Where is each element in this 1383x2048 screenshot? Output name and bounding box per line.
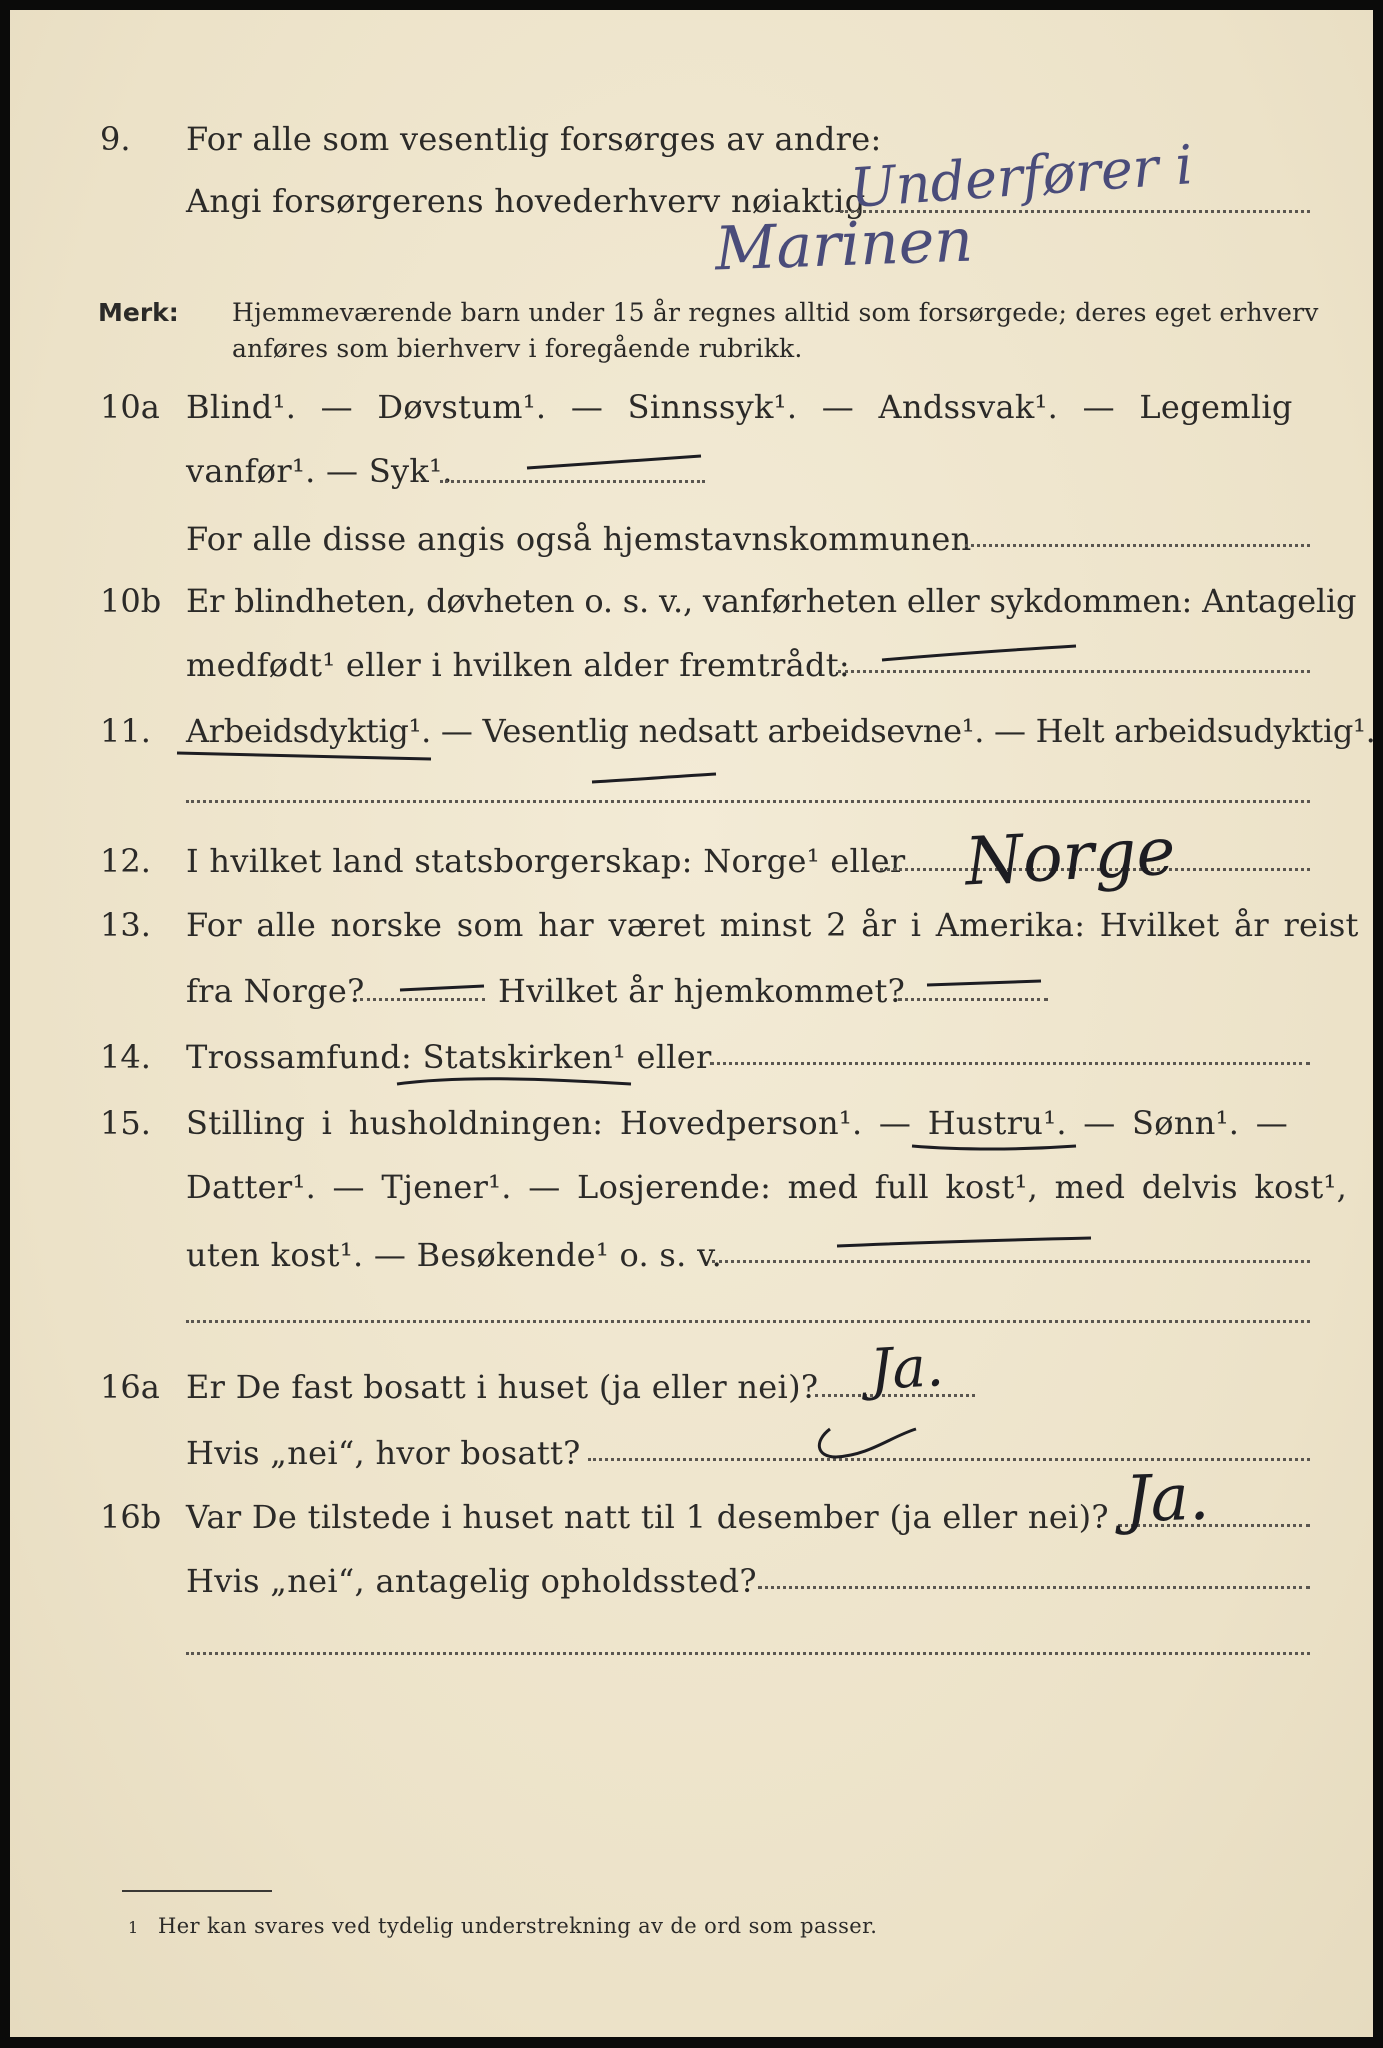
q15-line2: Datter¹. — Tjener¹. — Losjerende: med full kost¹, med delvis kost¹, [186,1168,1348,1206]
q15-extra-line[interactable] [186,1320,1310,1323]
q16a-line1: Er De fast bosatt i huset (ja eller nei)? [186,1368,819,1406]
note-label: Merk: [98,298,179,327]
q9-line2: Angi forsørgerens hovederhverv nøiaktig [186,182,866,220]
q16b-number: 16b [100,1498,162,1536]
q14-number: 14. [100,1038,151,1076]
q16a-line2: Hvis „nei“, hvor bosatt? [186,1434,581,1472]
q10a-number: 10a [100,388,160,426]
census-form-page [10,10,1376,2037]
q15-handwritten-underline [910,1136,1080,1156]
q11-line1: Arbeidsdyktig¹. — Vesentlig nedsatt arbeidsevne¹. — Helt arbeidsudyktig¹. [186,712,1376,750]
q12-answer-handwriting: Norge [963,812,1178,901]
q14-handwritten-underline [395,1070,635,1092]
q13-line1: For alle norske som har været minst 2 år i Amerika: Hvilket år reist [186,906,1359,944]
q16b-extra-line[interactable] [186,1652,1310,1655]
footnote-text: Her kan svares ved tydelig understrekning av de ord som passer. [158,1914,878,1938]
q15-line3: uten kost¹. — Besøkende¹ o. s. v. [186,1236,723,1274]
q10b-dash-stroke [880,642,1080,666]
q10a-line1: Blind¹. — Døvstum¹. — Sinnssyk¹. — Andssvak¹. — Legemlig [186,388,1293,426]
note-line1: Hjemmeværende barn under 15 år regnes alltid som forsørgede; deres eget erhverv [232,298,1319,327]
q9-number: 9. [100,120,131,158]
q15-line1: Stilling i husholdningen: Hovedperson¹. — Hustru¹. — Sønn¹. — [186,1104,1289,1142]
q13-line2b: Hvilket år hjemkommet? [498,972,906,1010]
note-line2: anføres som bierhverv i foregående rubrikk. [232,334,803,363]
q15-dash-stroke [835,1232,1095,1252]
q10a-line2: vanfør¹. — Syk¹. [186,452,453,490]
q10a-dash-stroke [525,450,705,480]
q9-line1: For alle som vesentlig forsørges av andre: [186,120,882,158]
q13-line2a: fra Norge? [186,972,365,1010]
q13-hjemkommet-line[interactable] [898,998,1048,1001]
q9-answer-handwriting-1: Underfører i [848,133,1195,220]
q10a-answer-line[interactable] [440,480,705,483]
q16b-answer-handwriting: Ja. [1123,1460,1211,1538]
q10b-answer-line[interactable] [838,670,1310,673]
footnote-rule [122,1890,272,1892]
q10b-line2: medfødt¹ eller i hvilken alder fremtrådt: [186,646,850,684]
q12-number: 12. [100,842,151,880]
footnote-marker: 1 [128,1918,139,1937]
q13-number: 13. [100,906,151,944]
q16b-line2: Hvis „nei“, antagelig opholdssted? [186,1562,757,1600]
q10b-line1: Er blindheten, døvheten o. s. v., vanførheten eller sykdommen: Antagelig [186,582,1357,620]
q11-dash-stroke [590,768,720,788]
q12-line1: I hvilket land statsborgerskap: Norge¹ eller [186,842,906,880]
q10a-line3: For alle disse angis også hjemstavnskommunen [186,520,972,558]
q10a-hjemstavn-line[interactable] [965,544,1310,547]
q13-reist-line[interactable] [360,998,485,1001]
q16b-line1: Var De tilstede i huset natt til 1 desember (ja eller nei)? [186,1498,1109,1536]
q13-dash-stroke-2 [925,975,1045,991]
q16a-dash-stroke [810,1425,920,1465]
q11-answer-line[interactable] [186,800,1310,803]
q9-answer-handwriting-2: Marinen [713,205,975,285]
q14-answer-line[interactable] [710,1062,1310,1065]
q11-number: 11. [100,712,151,750]
q15-answer-line[interactable] [712,1260,1310,1263]
q15-number: 15. [100,1104,151,1142]
q16b-opholdssted-line[interactable] [758,1586,1310,1589]
q16a-number: 16a [100,1368,160,1406]
q14-line1: Trossamfund: Statskirken¹ eller [186,1038,712,1076]
q13-dash-stroke-1 [398,980,488,996]
q16a-answer-handwriting: Ja. [868,1334,946,1403]
q10b-number: 10b [100,582,162,620]
q11-handwritten-underline [175,745,435,765]
